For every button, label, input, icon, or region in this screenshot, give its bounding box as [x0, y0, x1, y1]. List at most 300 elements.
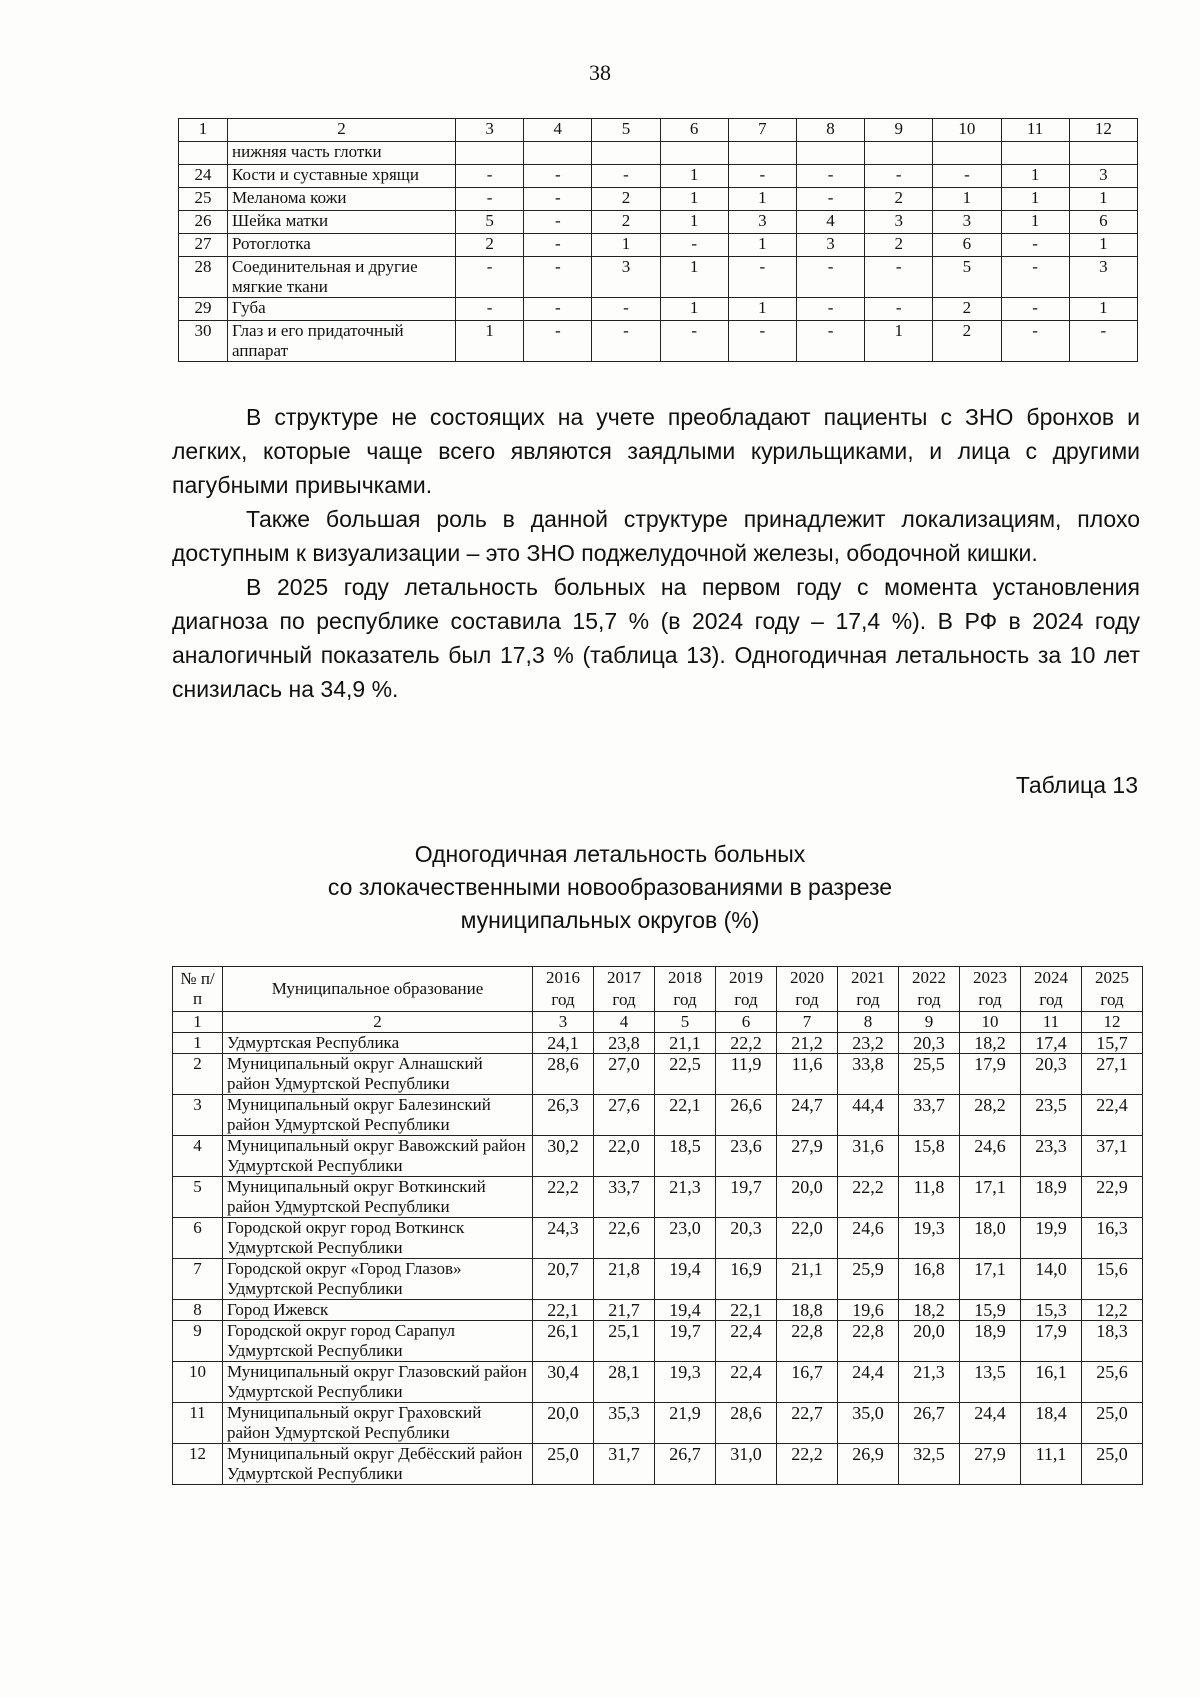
lethality-table	[172, 966, 1143, 1485]
index-cell: 12	[1082, 1012, 1143, 1033]
table-cell: 28,6	[533, 1054, 594, 1095]
municipality-name: Удмуртская Республика	[223, 1033, 533, 1054]
table-cell: 5	[933, 257, 1001, 298]
table-row	[173, 1095, 1143, 1136]
table-cell: 21,7	[594, 1300, 655, 1321]
table-cell: 1	[1069, 234, 1137, 257]
row-number: 10	[173, 1362, 223, 1403]
table-row	[173, 1054, 1143, 1095]
table-cell: 23,2	[838, 1033, 899, 1054]
table-cell: 20,0	[899, 1321, 960, 1362]
table-cell: 3	[728, 211, 796, 234]
table-cell: 31,7	[594, 1444, 655, 1485]
table-cell: 26,7	[655, 1444, 716, 1485]
index-cell: 8	[838, 1012, 899, 1033]
year-label: 2019	[729, 968, 763, 987]
table-cell: 21,9	[655, 1403, 716, 1444]
table-cell: 37,1	[1082, 1136, 1143, 1177]
table-cell: 17,4	[1021, 1033, 1082, 1054]
table-cell: 2	[592, 188, 660, 211]
municipality-name: Город Ижевск	[223, 1300, 533, 1321]
table-cell: -	[1001, 321, 1069, 362]
table-cell: 22,4	[1082, 1095, 1143, 1136]
row-label: нижняя часть глотки	[228, 142, 456, 165]
table-cell: 11,1	[1021, 1444, 1082, 1485]
table-cell: -	[1069, 321, 1137, 362]
table-cell: -	[1001, 298, 1069, 321]
table-cell: 11,8	[899, 1177, 960, 1218]
index-cell: 11	[1021, 1012, 1082, 1033]
table-cell: -	[524, 321, 592, 362]
table-cell: -	[456, 165, 524, 188]
table-row	[173, 1259, 1143, 1300]
row-number: 6	[173, 1218, 223, 1259]
table-cell	[933, 142, 1001, 165]
table-cell: 13,5	[960, 1362, 1021, 1403]
table-cell: -	[592, 165, 660, 188]
table-cell: 1	[1069, 298, 1137, 321]
table-cell: -	[728, 321, 796, 362]
header-cell-year	[716, 967, 777, 1012]
municipality-name: Муниципальный округ Глазовский район Удмуртской Республики	[223, 1362, 533, 1403]
row-label: Ротоглотка	[228, 234, 456, 257]
header-cell: 5	[592, 119, 660, 142]
table-row	[173, 1033, 1143, 1054]
table-cell: 26	[179, 211, 228, 234]
table-row	[173, 1300, 1143, 1321]
row-label: Кости и суставные хрящи	[228, 165, 456, 188]
table-cell: 1	[660, 165, 728, 188]
table-cell: 15,7	[1082, 1033, 1143, 1054]
index-cell: 10	[960, 1012, 1021, 1033]
table-title-line: Одногодичная летальность больных	[414, 841, 806, 867]
table-cell: -	[865, 257, 933, 298]
header-cell: 11	[1001, 119, 1069, 142]
table-cell: 35,3	[594, 1403, 655, 1444]
row-number: 1	[173, 1033, 223, 1054]
table-row	[179, 298, 1138, 321]
table-cell: 17,9	[960, 1054, 1021, 1095]
table-cell: 16,1	[1021, 1362, 1082, 1403]
row-label: Соединительная и другие мягкие ткани	[228, 257, 456, 298]
municipality-name: Муниципальный округ Воткинский район Удмуртской Республики	[223, 1177, 533, 1218]
header-cell: 12	[1069, 119, 1137, 142]
table-cell: 24,7	[777, 1095, 838, 1136]
year-label: 2017	[607, 968, 641, 987]
header-cell-year	[594, 967, 655, 1012]
header-cell-num: № п/п	[173, 967, 223, 1012]
table-cell: 19,7	[716, 1177, 777, 1218]
table-cell: 1	[660, 188, 728, 211]
table-cell: 15,6	[1082, 1259, 1143, 1300]
table-cell: 23,0	[655, 1218, 716, 1259]
table-cell: -	[796, 298, 864, 321]
table-cell: 30,4	[533, 1362, 594, 1403]
table-cell: 32,5	[899, 1444, 960, 1485]
table-cell: -	[796, 165, 864, 188]
year-suffix: год	[734, 990, 758, 1009]
table-cell: 22,2	[777, 1444, 838, 1485]
index-cell: 6	[716, 1012, 777, 1033]
table-cell	[796, 142, 864, 165]
table-cell: 24,6	[838, 1218, 899, 1259]
table-cell: 2	[865, 188, 933, 211]
table-cell: 20,3	[899, 1033, 960, 1054]
table-cell: 19,3	[899, 1218, 960, 1259]
year-label: 2018	[668, 968, 702, 987]
table-cell: 33,7	[594, 1177, 655, 1218]
table-cell: 26,3	[533, 1095, 594, 1136]
table-cell: 24,4	[838, 1362, 899, 1403]
table-cell	[179, 142, 228, 165]
table-cell: -	[796, 188, 864, 211]
table-cell: 22,9	[1082, 1177, 1143, 1218]
year-suffix: год	[1039, 990, 1063, 1009]
municipality-name: Муниципальный округ Граховский район Удмуртской Республики	[223, 1403, 533, 1444]
table-cell: 1	[865, 321, 933, 362]
table-row	[173, 1444, 1143, 1485]
table-cell: 6	[933, 234, 1001, 257]
table-cell: 22,2	[716, 1033, 777, 1054]
header-cell-year	[777, 967, 838, 1012]
year-suffix: год	[978, 990, 1002, 1009]
table-title-line: муниципальных округов (%)	[460, 907, 760, 933]
table-cell: 18,2	[899, 1300, 960, 1321]
table-cell: 20,0	[533, 1403, 594, 1444]
header-cell: 8	[796, 119, 864, 142]
header-cell-year	[533, 967, 594, 1012]
table-cell	[524, 142, 592, 165]
table-cell: 23,3	[1021, 1136, 1082, 1177]
year-suffix: год	[673, 990, 697, 1009]
table-cell: 1	[728, 234, 796, 257]
row-number: 12	[173, 1444, 223, 1485]
table-row	[179, 211, 1138, 234]
header-cell: 7	[728, 119, 796, 142]
table-cell: 22,0	[777, 1218, 838, 1259]
table-cell: 19,7	[655, 1321, 716, 1362]
index-cell: 9	[899, 1012, 960, 1033]
table-cell: 27,0	[594, 1054, 655, 1095]
table-cell: 2	[933, 321, 1001, 362]
year-suffix: год	[917, 990, 941, 1009]
year-suffix: год	[795, 990, 819, 1009]
table-cell: 26,7	[899, 1403, 960, 1444]
table-cell: 19,6	[838, 1300, 899, 1321]
header-cell-year	[1021, 967, 1082, 1012]
header-cell-year	[960, 967, 1021, 1012]
table-row	[173, 1177, 1143, 1218]
table-cell: -	[933, 165, 1001, 188]
year-suffix: год	[1100, 990, 1124, 1009]
municipality-name: Городской округ «Город Глазов» Удмуртской Республики	[223, 1259, 533, 1300]
table-label: Таблица 13	[1015, 772, 1138, 798]
paragraph: В 2025 году летальность больных на первом году с момента установления диагноза по республике составила 15,7 % (в 2024 году – 17,4 %). В РФ в 2024 году аналогичный показатель был 17,3 % (таблица 13). Одногодичная летальность за 10 лет снизилась на 34,9 %.	[172, 574, 1140, 702]
row-label: Меланома кожи	[228, 188, 456, 211]
year-label: 2024	[1034, 968, 1068, 987]
table-cell: 25,6	[1082, 1362, 1143, 1403]
table-cell: 25,5	[899, 1054, 960, 1095]
table-cell: 21,3	[655, 1177, 716, 1218]
table-cell	[1069, 142, 1137, 165]
table-cell: 18,9	[1021, 1177, 1082, 1218]
table-cell: 20,0	[777, 1177, 838, 1218]
table-cell: 20,3	[1021, 1054, 1082, 1095]
table-cell: 29	[179, 298, 228, 321]
row-number: 11	[173, 1403, 223, 1444]
table-cell: 22,2	[838, 1177, 899, 1218]
row-label: Губа	[228, 298, 456, 321]
table-cell: -	[728, 257, 796, 298]
table-cell	[1001, 142, 1069, 165]
table-cell: 16,7	[777, 1362, 838, 1403]
table-cell: -	[796, 321, 864, 362]
table-cell: -	[660, 321, 728, 362]
table-row	[173, 1403, 1143, 1444]
table-cell: 18,0	[960, 1218, 1021, 1259]
table-cell: 2	[456, 234, 524, 257]
header-cell-year	[899, 967, 960, 1012]
year-label: 2021	[851, 968, 885, 987]
table-cell: 24	[179, 165, 228, 188]
index-cell: 1	[173, 1012, 223, 1033]
table-cell: 44,4	[838, 1095, 899, 1136]
table-row	[179, 188, 1138, 211]
table-cell: -	[456, 298, 524, 321]
index-cell: 2	[223, 1012, 533, 1033]
table-cell: 23,5	[1021, 1095, 1082, 1136]
table-cell: 22,7	[777, 1403, 838, 1444]
table-header-row	[179, 119, 1138, 142]
year-label: 2022	[912, 968, 946, 987]
table-cell: 19,9	[1021, 1218, 1082, 1259]
page-number: 38	[589, 60, 611, 85]
body-text	[172, 400, 1140, 706]
table-cell: 20,3	[716, 1218, 777, 1259]
table-cell: 31,0	[716, 1444, 777, 1485]
table-cell: 28,2	[960, 1095, 1021, 1136]
year-label: 2025	[1095, 968, 1129, 987]
table-cell	[865, 142, 933, 165]
municipality-name: Городской округ город Воткинск Удмуртской Республики	[223, 1218, 533, 1259]
table-row	[173, 1321, 1143, 1362]
table-cell: 1	[728, 298, 796, 321]
table-cell: 28,6	[716, 1403, 777, 1444]
table-cell: 1	[456, 321, 524, 362]
paragraph: Также большая роль в данной структуре принадлежит локализациям, плохо доступным к визуализации – это ЗНО поджелудочной железы, ободочной кишки.	[172, 506, 1140, 566]
row-number: 7	[173, 1259, 223, 1300]
header-cell-year	[655, 967, 716, 1012]
table-cell: 21,1	[655, 1033, 716, 1054]
table-cell: -	[660, 234, 728, 257]
header-cell-year	[1082, 967, 1143, 1012]
table-cell: 19,4	[655, 1300, 716, 1321]
row-number: 8	[173, 1300, 223, 1321]
table-cell: 18,3	[1082, 1321, 1143, 1362]
table-cell: 1	[728, 188, 796, 211]
table-cell: 1	[1001, 165, 1069, 188]
table-cell: 17,1	[960, 1259, 1021, 1300]
table-cell: 25,9	[838, 1259, 899, 1300]
table-cell: 19,3	[655, 1362, 716, 1403]
row-number: 5	[173, 1177, 223, 1218]
table-row	[179, 321, 1138, 362]
header-cell: 10	[933, 119, 1001, 142]
header-cell: 9	[865, 119, 933, 142]
header-cell: 3	[456, 119, 524, 142]
row-label: Глаз и его придаточный аппарат	[228, 321, 456, 362]
table-cell: 22,0	[594, 1136, 655, 1177]
row-label: Шейка матки	[228, 211, 456, 234]
table-cell: 17,9	[1021, 1321, 1082, 1362]
table-cell: 16,9	[716, 1259, 777, 1300]
municipality-name: Муниципальный округ Вавожский район Удмуртской Республики	[223, 1136, 533, 1177]
table-cell: 28	[179, 257, 228, 298]
header-cell: 2	[228, 119, 456, 142]
table-cell: 23,6	[716, 1136, 777, 1177]
table-cell: 2	[592, 211, 660, 234]
table-cell: 26,1	[533, 1321, 594, 1362]
municipality-name: Муниципальный округ Алнашский район Удмуртской Республики	[223, 1054, 533, 1095]
table-cell: -	[524, 298, 592, 321]
year-suffix: год	[856, 990, 880, 1009]
row-number: 9	[173, 1321, 223, 1362]
year-suffix: год	[612, 990, 636, 1009]
table-cell: 1	[1001, 188, 1069, 211]
municipality-name: Муниципальный округ Дебёсский район Удмуртской Республики	[223, 1444, 533, 1485]
table-cell: 25,0	[1082, 1444, 1143, 1485]
table-cell: 3	[865, 211, 933, 234]
table-cell: 22,4	[716, 1321, 777, 1362]
table-cell: 21,8	[594, 1259, 655, 1300]
table-cell: 19,4	[655, 1259, 716, 1300]
table-cell: 22,4	[716, 1362, 777, 1403]
table-cell: 3	[796, 234, 864, 257]
table-header-row	[173, 967, 1143, 1012]
header-cell-year	[838, 967, 899, 1012]
table-cell: 1	[1069, 188, 1137, 211]
table-cell: 15,3	[1021, 1300, 1082, 1321]
index-cell: 7	[777, 1012, 838, 1033]
table-cell	[660, 142, 728, 165]
table-row	[179, 165, 1138, 188]
table-row	[173, 1362, 1143, 1403]
table-cell: 22,8	[838, 1321, 899, 1362]
table-cell: 12,2	[1082, 1300, 1143, 1321]
table-cell: 21,2	[777, 1033, 838, 1054]
row-number: 4	[173, 1136, 223, 1177]
table-cell: 18,8	[777, 1300, 838, 1321]
header-cell-name: Муниципальное образование	[223, 967, 533, 1012]
table-cell: 22,6	[594, 1218, 655, 1259]
paragraph: В структуре не состоящих на учете преобладают пациенты с ЗНО бронхов и легких, которые чаще всего являются заядлыми курильщиками, и лица с другими пагубными привычками.	[172, 404, 1140, 498]
column-index-row	[173, 1012, 1143, 1033]
table-cell: 3	[1069, 165, 1137, 188]
year-suffix: год	[551, 990, 575, 1009]
table-cell: -	[796, 257, 864, 298]
row-number: 3	[173, 1095, 223, 1136]
index-cell: 4	[594, 1012, 655, 1033]
table-cell: 18,2	[960, 1033, 1021, 1054]
table-cell: 18,4	[1021, 1403, 1082, 1444]
table-cell: 21,3	[899, 1362, 960, 1403]
table-cell: 3	[933, 211, 1001, 234]
table-title-line: со злокачественными новообразованиями в разрезе	[327, 874, 893, 900]
table-cell: 28,1	[594, 1362, 655, 1403]
table-row	[179, 257, 1138, 298]
table-row	[179, 234, 1138, 257]
table-cell: 6	[1069, 211, 1137, 234]
table-cell: -	[524, 211, 592, 234]
table-title	[300, 838, 920, 937]
table-cell: -	[524, 188, 592, 211]
table-cell: 27	[179, 234, 228, 257]
table-cell: 25,0	[533, 1444, 594, 1485]
year-label: 2023	[973, 968, 1007, 987]
table-cell: 27,9	[960, 1444, 1021, 1485]
table-row	[173, 1218, 1143, 1259]
table-cell	[456, 142, 524, 165]
table-cell: 5	[456, 211, 524, 234]
table-cell: 2	[933, 298, 1001, 321]
table-cell: 22,8	[777, 1321, 838, 1362]
table-row	[173, 1136, 1143, 1177]
table-cell: 3	[592, 257, 660, 298]
header-cell: 1	[179, 119, 228, 142]
table-cell: 18,9	[960, 1321, 1021, 1362]
table-cell: -	[1001, 234, 1069, 257]
year-label: 2016	[546, 968, 580, 987]
table-cell: 24,1	[533, 1033, 594, 1054]
table-cell: 1	[592, 234, 660, 257]
table-cell: 17,1	[960, 1177, 1021, 1218]
table-cell: 1	[660, 211, 728, 234]
table-cell: -	[865, 165, 933, 188]
table-cell: 20,7	[533, 1259, 594, 1300]
table-cell: 22,1	[716, 1300, 777, 1321]
table-cell: 11,9	[716, 1054, 777, 1095]
table-cell: -	[524, 165, 592, 188]
table-cell: 24,3	[533, 1218, 594, 1259]
table-cell: 1	[1001, 211, 1069, 234]
index-cell: 3	[533, 1012, 594, 1033]
table-cell: 21,1	[777, 1259, 838, 1300]
table-cell: 22,5	[655, 1054, 716, 1095]
table-row	[179, 142, 1138, 165]
table-cell: 16,3	[1082, 1218, 1143, 1259]
table-cell: 1	[660, 257, 728, 298]
table-cell: 31,6	[838, 1136, 899, 1177]
table-cell: 33,8	[838, 1054, 899, 1095]
table-cell: 25,0	[1082, 1403, 1143, 1444]
table-cell: 2	[865, 234, 933, 257]
table-cell: 18,5	[655, 1136, 716, 1177]
table-cell: 15,8	[899, 1136, 960, 1177]
table-cell: 22,1	[655, 1095, 716, 1136]
table-cell: -	[592, 298, 660, 321]
table-cell: -	[456, 188, 524, 211]
table-cell: -	[524, 234, 592, 257]
table-cell: 27,1	[1082, 1054, 1143, 1095]
table-cell: -	[728, 165, 796, 188]
table-cell: -	[592, 321, 660, 362]
table-cell: 26,9	[838, 1444, 899, 1485]
table-cell: 4	[796, 211, 864, 234]
table-cell: 1	[933, 188, 1001, 211]
municipality-name: Городской округ город Сарапул Удмуртской Республики	[223, 1321, 533, 1362]
table-cell: 15,9	[960, 1300, 1021, 1321]
table-cell: 1	[660, 298, 728, 321]
